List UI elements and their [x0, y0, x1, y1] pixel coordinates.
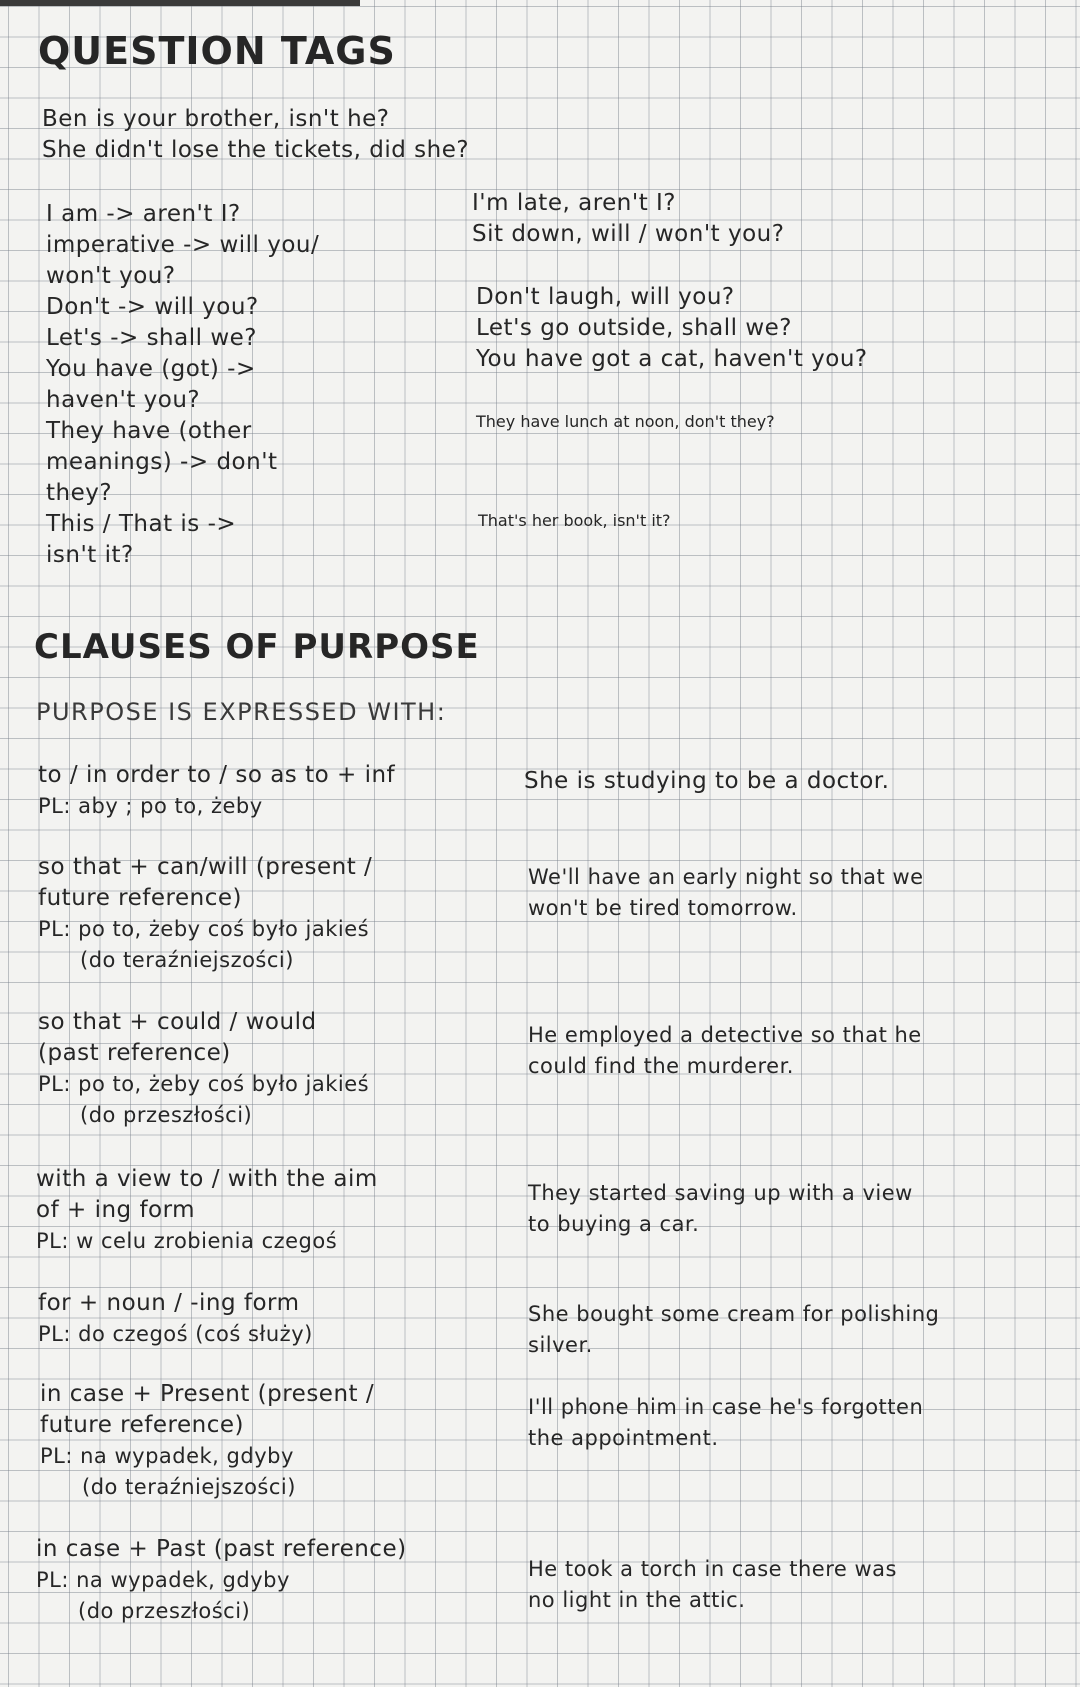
rule-line: (do teraźniejszości) [80, 948, 294, 972]
rule-line: PL: na wypadek, gdyby [40, 1444, 294, 1468]
purpose-rule [38, 760, 395, 822]
rule-line: won't you? [46, 263, 176, 289]
purpose-example [528, 1299, 939, 1361]
rule-line: in case + Present (present / [40, 1381, 375, 1407]
example-line: no light in the attic. [528, 1588, 746, 1612]
rule-line: Let's -> shall we? [46, 325, 257, 351]
question-tags-examples [476, 282, 868, 375]
question-tags-intro [42, 104, 469, 166]
purpose-example [528, 862, 924, 924]
example-line: She is studying to be a doctor. [524, 768, 890, 794]
rule-line: future reference) [38, 885, 242, 911]
rule-line: (do przeszłości) [80, 1103, 253, 1127]
example-line: to buying a car. [528, 1212, 700, 1236]
rule-line: (past reference) [38, 1040, 231, 1066]
purpose-example [528, 1020, 922, 1082]
purpose-rule [36, 1534, 407, 1627]
rule-line: to / in order to / so as to + inf [38, 762, 396, 788]
purpose-rule [36, 1164, 378, 1257]
rule-line: This / That is -> [46, 511, 237, 537]
example-line: I'll phone him in case he's forgotten [528, 1395, 924, 1419]
clauses-of-purpose-subtitle: PURPOSE IS EXPRESSED WITH: [36, 698, 447, 726]
rule-line: they? [46, 480, 113, 506]
rule-line: (do teraźniejszości) [82, 1475, 296, 1499]
rule-line: PL: po to, żeby coś było jakieś [38, 917, 370, 941]
example-line: Don't laugh, will you? [476, 284, 735, 310]
example-line: He employed a detective so that he [528, 1023, 922, 1047]
example-line: could find the murderer. [528, 1054, 794, 1078]
purpose-rule [38, 1288, 313, 1350]
rule-line: You have (got) -> [46, 356, 256, 382]
intro-line: She didn't lose the tickets, did she? [42, 137, 470, 163]
intro-line: Ben is your brother, isn't he? [42, 106, 390, 132]
rule-line: PL: do czegoś (coś służy) [38, 1322, 313, 1346]
purpose-rule [38, 1007, 369, 1131]
question-tags-examples [472, 188, 784, 250]
example-line: Let's go outside, shall we? [476, 315, 793, 341]
rule-line: in case + Past (past reference) [36, 1536, 407, 1562]
example-line: She bought some cream for polishing [528, 1302, 940, 1326]
purpose-example [528, 1554, 897, 1616]
example-line: the appointment. [528, 1426, 719, 1450]
example-line: They started saving up with a view [528, 1181, 913, 1205]
rule-line: isn't it? [46, 542, 134, 568]
purpose-example [528, 1392, 923, 1454]
example-line: That's her book, isn't it? [478, 511, 671, 530]
clauses-of-purpose-title: CLAUSES OF PURPOSE [34, 627, 480, 667]
rule-line: so that + can/will (present / [38, 854, 373, 880]
example-line: You have got a cat, haven't you? [476, 346, 868, 372]
example-line: I'm late, aren't I? [472, 190, 677, 216]
rule-line: haven't you? [46, 387, 201, 413]
rule-line: so that + could / would [38, 1009, 317, 1035]
example-line: silver. [528, 1333, 593, 1357]
purpose-rule [38, 852, 372, 976]
rule-line: (do przeszłości) [78, 1599, 251, 1623]
purpose-example [524, 766, 889, 797]
example-line: We'll have an early night so that we [528, 865, 924, 889]
example-line: He took a torch in case there was [528, 1557, 897, 1581]
rule-line: I am -> aren't I? [46, 201, 241, 227]
rule-line: PL: w celu zrobienia czegoś [36, 1229, 338, 1253]
rule-line: PL: po to, żeby coś było jakieś [38, 1072, 370, 1096]
rule-line: imperative -> will you/ [46, 232, 320, 258]
question-tags-title: QUESTION TAGS [38, 29, 396, 73]
rule-line: of + ing form [36, 1197, 196, 1223]
purpose-example [528, 1178, 913, 1240]
rule-line: with a view to / with the aim [36, 1166, 378, 1192]
rule-line: PL: na wypadek, gdyby [36, 1568, 290, 1592]
rule-line: They have (other [46, 418, 252, 444]
rule-line: PL: aby ; po to, żeby [38, 794, 263, 818]
rule-line: future reference) [40, 1412, 244, 1438]
rule-line: Don't -> will you? [46, 294, 259, 320]
rule-line: for + noun / -ing form [38, 1290, 300, 1316]
question-tags-rules [46, 199, 319, 571]
page-top-edge [0, 0, 360, 6]
rule-line: meanings) -> don't [46, 449, 278, 475]
example-line: Sit down, will / won't you? [472, 221, 785, 247]
example-line: They have lunch at noon, don't they? [476, 412, 775, 431]
example-line: won't be tired tomorrow. [528, 896, 798, 920]
purpose-rule [40, 1379, 374, 1503]
